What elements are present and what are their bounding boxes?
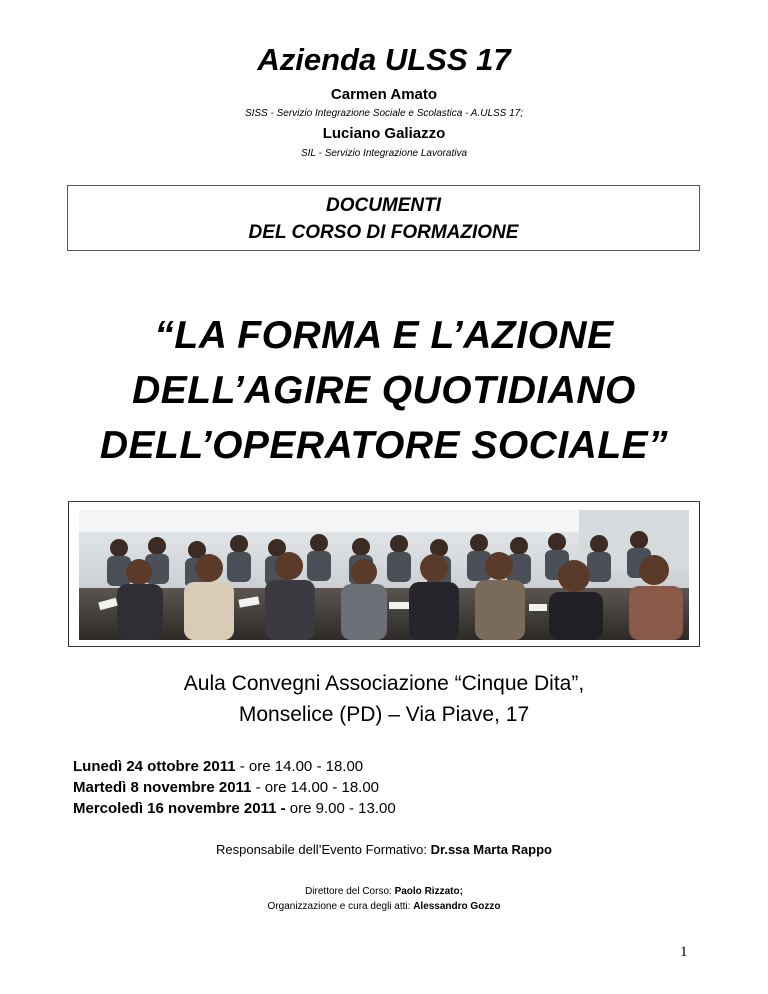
schedule-day: Lunedì 24 ottobre 2011 — [73, 758, 236, 775]
photo-frame — [68, 501, 700, 647]
person2-name: Luciano Galiazzo — [322, 125, 446, 142]
organization-title: Azienda ULSS 17 — [257, 42, 511, 77]
organizer-line — [0, 899, 768, 914]
documents-box-line1: DOCUMENTI — [325, 195, 442, 216]
schedule-date-row — [73, 798, 396, 819]
responsible-label: Responsabile dell’Evento Formativo: — [216, 842, 431, 857]
schedule-time: ore 14.00 - 18.00 — [248, 758, 364, 775]
course-title-line3: DELL’OPERATORE SOCIALE” — [99, 424, 669, 467]
venue-line1: Aula Convegni Associazione “Cinque Dita”, — [183, 672, 585, 695]
documents-box-line2: DEL CORSO DI FORMAZIONE — [248, 222, 519, 243]
organizer-label: Organizzazione e cura degli atti: — [267, 901, 414, 912]
documents-box — [67, 185, 700, 251]
venue-line2: Monselice (PD) – Via Piave, 17 — [238, 703, 530, 726]
schedule-date-row — [73, 756, 396, 777]
course-title — [0, 308, 768, 473]
schedule-separator: - — [251, 779, 265, 796]
course-credits — [0, 884, 768, 914]
audience-photo-icon — [79, 510, 689, 640]
schedule-dates — [73, 756, 396, 819]
event-responsible — [0, 842, 768, 857]
course-title-line2: DELL’AGIRE QUOTIDIANO — [132, 369, 636, 412]
schedule-separator: - — [235, 758, 249, 775]
responsible-name: Dr.ssa Marta Rappo — [430, 842, 552, 857]
schedule-time: ore 9.00 - 13.00 — [289, 800, 396, 817]
person1-role: SISS - Servizio Integrazione Sociale e Scolastica - A.ULSS 17; — [244, 108, 524, 119]
person2-role: SIL - Servizio Integrazione Lavorativa — [300, 148, 467, 159]
organizer-name: Alessandro Gozzo — [413, 901, 501, 912]
venue — [0, 668, 768, 730]
course-title-line1: “LA FORMA E L’AZIONE — [154, 314, 614, 357]
director-name: Paolo Rizzato; — [394, 886, 463, 897]
schedule-date-row — [73, 777, 396, 798]
schedule-day: Martedì 8 novembre 2011 — [73, 779, 252, 796]
page-number: 1 — [680, 944, 688, 960]
director-label: Direttore del Corso: — [305, 886, 395, 897]
schedule-time: ore 14.00 - 18.00 — [264, 779, 380, 796]
schedule-day: Mercoledì 16 novembre 2011 - — [73, 800, 286, 817]
person1-name: Carmen Amato — [330, 86, 438, 103]
director-line — [0, 884, 768, 899]
